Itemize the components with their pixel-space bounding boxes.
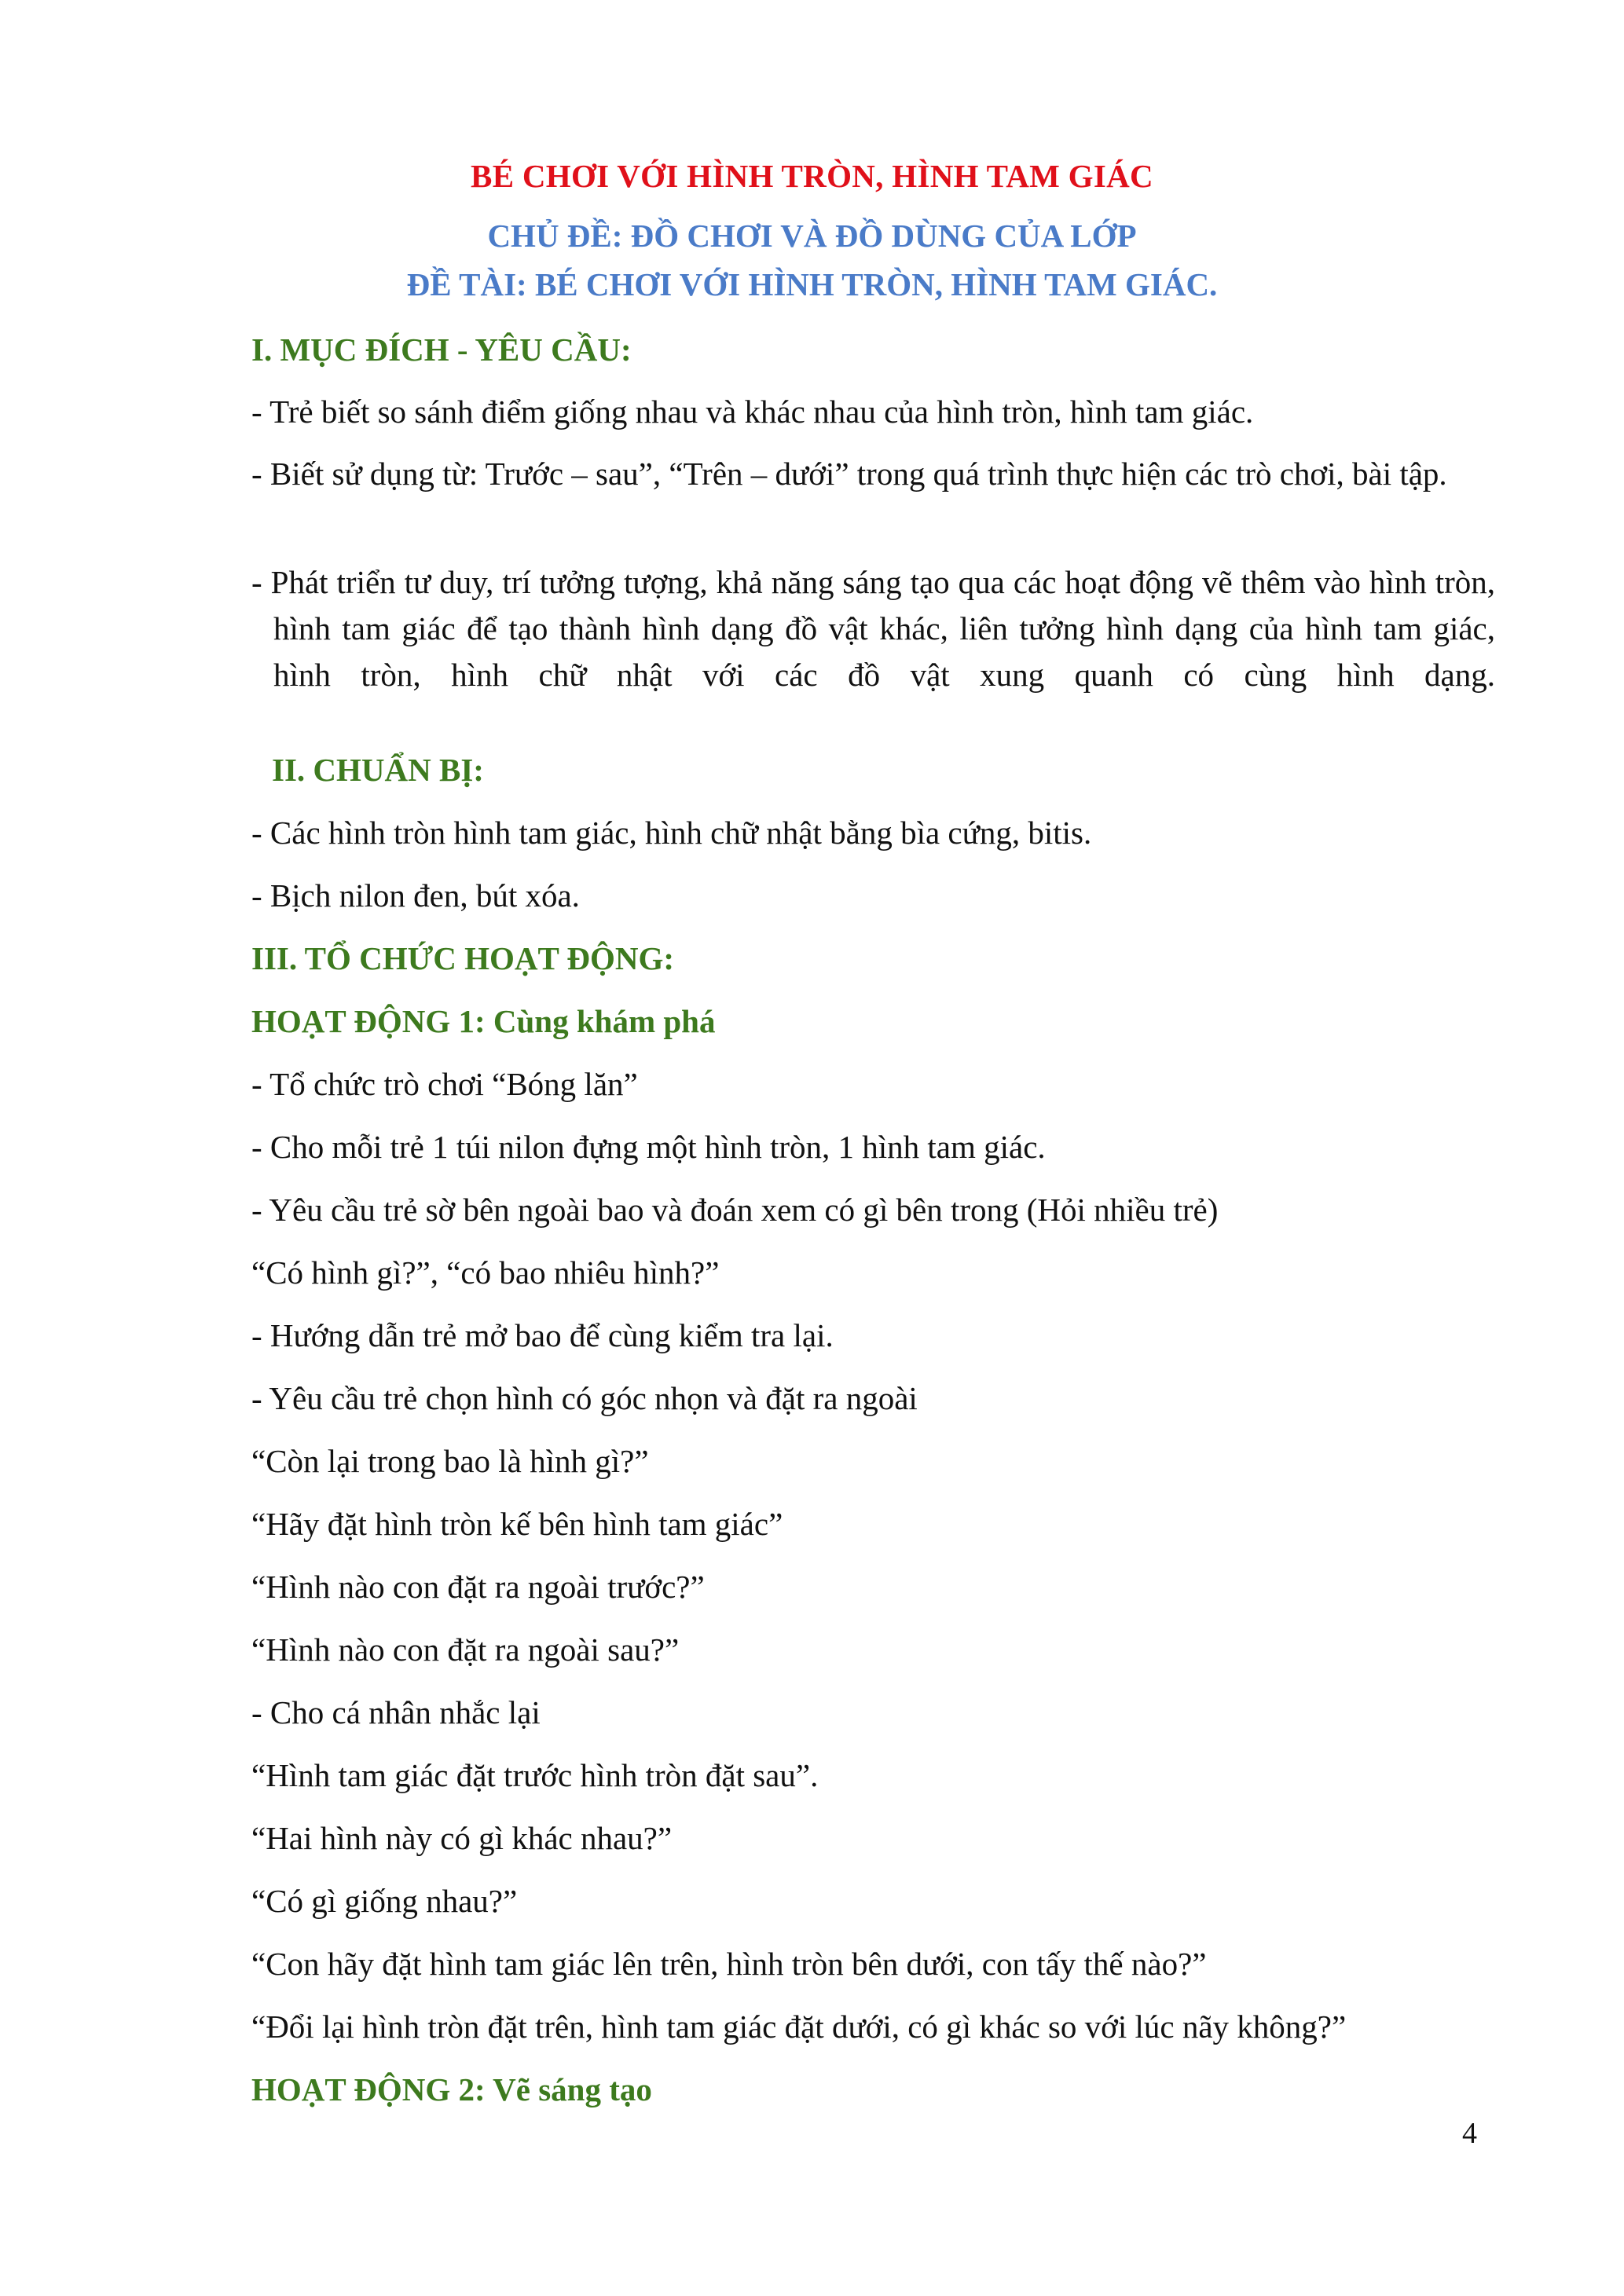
activity-1-line: - Tổ chức trò chơi “Bóng lăn”	[251, 1066, 638, 1102]
section-1-heading: I. MỤC ĐÍCH - YÊU CẦU:	[251, 331, 632, 368]
section-3-heading: III. TỔ CHỨC HOẠT ĐỘNG:	[251, 940, 675, 976]
page-number: 4	[1462, 2117, 1477, 2150]
activity-1-line: “Đổi lại hình tròn đặt trên, hình tam giác đặt dưới, có gì khác so với lúc nãy không?”	[251, 2009, 1347, 2045]
section-1-item-2: - Biết sử dụng từ: Trước – sau”, “Trên – dưới” trong quá trình thực hiện các trò chơi, bài tập.	[251, 456, 1447, 492]
activity-1-line: - Yêu cầu trẻ sờ bên ngoài bao và đoán xem có gì bên trong (Hỏi nhiều trẻ)	[251, 1192, 1219, 1228]
topic-heading: CHỦ ĐỀ: ĐỒ CHƠI VÀ ĐỒ DÙNG CỦA LỚP	[487, 218, 1137, 254]
activity-1-line: - Hướng dẫn trẻ mở bao để cùng kiểm tra lại.	[251, 1317, 834, 1353]
activity-1-line: “Hãy đặt hình tròn kế bên hình tam giác”	[251, 1506, 783, 1542]
activity-1-line: - Yêu cầu trẻ chọn hình có góc nhọn và đặt ra ngoài	[251, 1380, 918, 1416]
activity-1-line: “Hình tam giác đặt trước hình tròn đặt sau”.	[251, 1757, 819, 1793]
activity-1-heading: HOẠT ĐỘNG 1: Cùng khám phá	[251, 1003, 716, 1039]
activity-1-line: “Con hãy đặt hình tam giác lên trên, hình tròn bên dưới, con tấy thế nào?”	[251, 1946, 1207, 1982]
activity-1-line: - Cho mỗi trẻ 1 túi nilon đựng một hình tròn, 1 hình tam giác.	[251, 1129, 1046, 1165]
activity-1-line: - Cho cá nhân nhắc lại	[251, 1694, 541, 1730]
activity-1-line: “Hình nào con đặt ra ngoài trước?”	[251, 1569, 705, 1605]
activity-1-line: “Hình nào con đặt ra ngoài sau?”	[251, 1631, 680, 1668]
section-1-item-1: - Trẻ biết so sánh điểm giống nhau và khác nhau của hình tròn, hình tam giác.	[251, 394, 1254, 430]
section-1-item-3: - Phát triển tư duy, trí tưởng tượng, khả năng sáng tạo qua các hoạt động vẽ thêm vào hình tròn, hình tam giác để tạo thành hình dạng đồ vật khác, liên tưởng hình dạng của hình tam giác, hình tròn, hình chữ nhật với các đồ vật xung quanh có cùng hình dạng.	[251, 564, 1495, 693]
activity-1-line: “Hai hình này có gì khác nhau?”	[251, 1820, 673, 1856]
section-2-item-2: - Bịch nilon đen, bút xóa.	[251, 877, 580, 914]
activity-1-line: “Có hình gì?”, “có bao nhiêu hình?”	[251, 1254, 720, 1291]
activity-1-line: “Còn lại trong bao là hình gì?”	[251, 1443, 649, 1479]
document-title: BÉ CHƠI VỚI HÌNH TRÒN, HÌNH TAM GIÁC	[471, 158, 1153, 194]
activity-2-heading: HOẠT ĐỘNG 2: Vẽ sáng tạo	[251, 2071, 652, 2107]
subject-heading: ĐỀ TÀI: BÉ CHƠI VỚI HÌNH TRÒN, HÌNH TAM GIÁC.	[406, 266, 1218, 302]
section-2-item-1: - Các hình tròn hình tam giác, hình chữ nhật bằng bìa cứng, bitis.	[251, 815, 1092, 851]
activity-1-line: “Có gì giống nhau?”	[251, 1883, 518, 1919]
section-2-heading: II. CHUẨN BỊ:	[272, 752, 484, 788]
